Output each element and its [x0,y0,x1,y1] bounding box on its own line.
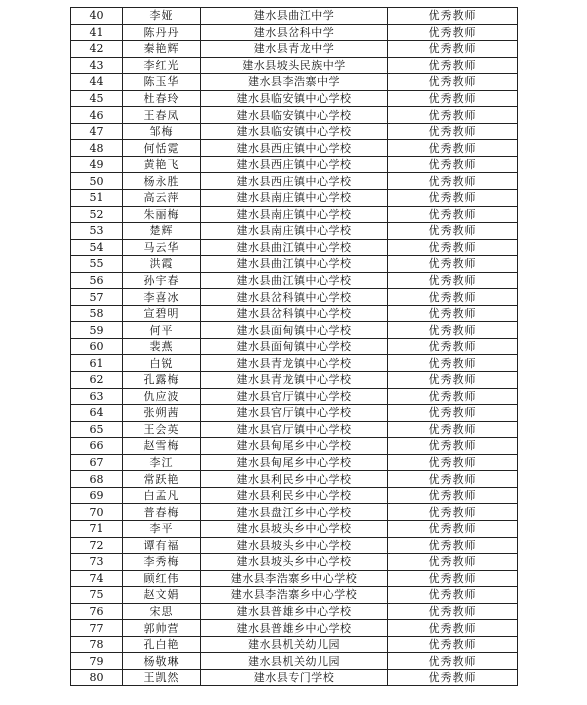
roster-sheet [70,7,517,686]
row-number: 40 [71,8,123,25]
row-number: 48 [71,140,123,157]
teacher-name: 杨永胜 [123,173,201,190]
school-name: 建水县坡头乡中心学校 [201,537,388,554]
teacher-name: 何恬霓 [123,140,201,157]
teacher-name: 李娅 [123,8,201,25]
school-name: 建水县西庄镇中心学校 [201,156,388,173]
school-name: 建水县岔科镇中心学校 [201,305,388,322]
row-number: 41 [71,24,123,41]
school-name: 建水县坡头民族中学 [201,57,388,74]
school-name: 建水县青龙中学 [201,41,388,58]
award-title: 优秀教师 [388,570,518,587]
row-number: 77 [71,620,123,637]
school-name: 建水县西庄镇中心学校 [201,173,388,190]
teacher-name: 孔露梅 [123,372,201,389]
row-number: 59 [71,322,123,339]
row-number: 43 [71,57,123,74]
teacher-name: 裴燕 [123,338,201,355]
table-row [71,620,518,637]
teacher-name: 黄艳飞 [123,156,201,173]
school-name: 建水县面甸镇中心学校 [201,322,388,339]
teacher-name: 楚辉 [123,223,201,240]
table-row [71,57,518,74]
row-number: 74 [71,570,123,587]
table-row [71,123,518,140]
table-row [71,372,518,389]
teacher-name: 谭有福 [123,537,201,554]
teacher-name: 洪霞 [123,256,201,273]
table-row [71,322,518,339]
row-number: 75 [71,587,123,604]
school-name: 建水县利民乡中心学校 [201,487,388,504]
teacher-name: 秦艳辉 [123,41,201,58]
school-name: 建水县普雄乡中心学校 [201,603,388,620]
row-number: 68 [71,471,123,488]
table-row [71,41,518,58]
roster-body [71,8,518,686]
school-name: 建水县临安镇中心学校 [201,90,388,107]
school-name: 建水县曲江镇中心学校 [201,272,388,289]
teacher-name: 何平 [123,322,201,339]
row-number: 44 [71,74,123,91]
award-title: 优秀教师 [388,620,518,637]
teacher-name: 赵雪梅 [123,438,201,455]
table-row [71,537,518,554]
teacher-name: 孙宇春 [123,272,201,289]
school-name: 建水县临安镇中心学校 [201,123,388,140]
school-name: 建水县李浩寨中学 [201,74,388,91]
row-number: 46 [71,107,123,124]
school-name: 建水县曲江镇中心学校 [201,239,388,256]
table-row [71,421,518,438]
school-name: 建水县青龙镇中心学校 [201,372,388,389]
teacher-name: 杜春玲 [123,90,201,107]
row-number: 54 [71,239,123,256]
row-number: 58 [71,305,123,322]
award-title: 优秀教师 [388,537,518,554]
teacher-name: 张朔茜 [123,405,201,422]
row-number: 66 [71,438,123,455]
row-number: 72 [71,537,123,554]
table-row [71,355,518,372]
row-number: 69 [71,487,123,504]
row-number: 51 [71,190,123,207]
school-name: 建水县甸尾乡中心学校 [201,438,388,455]
row-number: 73 [71,554,123,571]
school-name: 建水县李浩寨乡中心学校 [201,587,388,604]
table-row [71,570,518,587]
row-number: 50 [71,173,123,190]
table-row [71,338,518,355]
table-row [71,305,518,322]
row-number: 63 [71,388,123,405]
award-title: 优秀教师 [388,587,518,604]
award-title: 优秀教师 [388,8,518,25]
school-name: 建水县甸尾乡中心学校 [201,454,388,471]
teacher-name: 宋思 [123,603,201,620]
award-title: 优秀教师 [388,57,518,74]
award-title: 优秀教师 [388,305,518,322]
table-row [71,587,518,604]
award-title: 优秀教师 [388,156,518,173]
row-number: 78 [71,636,123,653]
table-row [71,669,518,686]
table-row [71,471,518,488]
table-row [71,653,518,670]
award-title: 优秀教师 [388,272,518,289]
row-number: 61 [71,355,123,372]
award-title: 优秀教师 [388,520,518,537]
teacher-name: 陈丹丹 [123,24,201,41]
row-number: 57 [71,289,123,306]
school-name: 建水县李浩寨乡中心学校 [201,570,388,587]
table-row [71,156,518,173]
award-title: 优秀教师 [388,471,518,488]
school-name: 建水县西庄镇中心学校 [201,140,388,157]
school-name: 建水县南庄镇中心学校 [201,190,388,207]
table-row [71,190,518,207]
award-title: 优秀教师 [388,190,518,207]
school-name: 建水县机关幼儿园 [201,636,388,653]
award-title: 优秀教师 [388,256,518,273]
row-number: 79 [71,653,123,670]
award-title: 优秀教师 [388,454,518,471]
award-title: 优秀教师 [388,372,518,389]
award-title: 优秀教师 [388,388,518,405]
table-row [71,107,518,124]
row-number: 71 [71,520,123,537]
row-number: 55 [71,256,123,273]
teacher-name: 白锐 [123,355,201,372]
award-title: 优秀教师 [388,355,518,372]
table-row [71,223,518,240]
school-name: 建水县坡头乡中心学校 [201,520,388,537]
teacher-name: 孔白艳 [123,636,201,653]
row-number: 49 [71,156,123,173]
row-number: 52 [71,206,123,223]
award-title: 优秀教师 [388,554,518,571]
award-title: 优秀教师 [388,487,518,504]
row-number: 45 [71,90,123,107]
award-title: 优秀教师 [388,289,518,306]
row-number: 47 [71,123,123,140]
award-title: 优秀教师 [388,636,518,653]
school-name: 建水县曲江镇中心学校 [201,256,388,273]
table-row [71,173,518,190]
row-number: 70 [71,504,123,521]
row-number: 76 [71,603,123,620]
teacher-name: 王会英 [123,421,201,438]
teacher-name: 杨敬琳 [123,653,201,670]
table-row [71,554,518,571]
row-number: 60 [71,338,123,355]
table-row [71,388,518,405]
award-title: 优秀教师 [388,74,518,91]
teacher-name: 李秀梅 [123,554,201,571]
teacher-name: 宣碧明 [123,305,201,322]
school-name: 建水县青龙镇中心学校 [201,355,388,372]
table-row [71,272,518,289]
table-row [71,405,518,422]
school-name: 建水县南庄镇中心学校 [201,206,388,223]
teacher-name: 李喜冰 [123,289,201,306]
award-title: 优秀教师 [388,140,518,157]
teacher-name: 普春梅 [123,504,201,521]
table-row [71,74,518,91]
row-number: 80 [71,669,123,686]
school-name: 建水县坡头乡中心学校 [201,554,388,571]
table-row [71,454,518,471]
award-title: 优秀教师 [388,338,518,355]
school-name: 建水县岔科镇中心学校 [201,289,388,306]
award-title: 优秀教师 [388,504,518,521]
teacher-name: 顾红伟 [123,570,201,587]
school-name: 建水县普雄乡中心学校 [201,620,388,637]
teacher-name: 郭帅营 [123,620,201,637]
award-roster-table [70,7,518,686]
table-row [71,140,518,157]
teacher-name: 马云华 [123,239,201,256]
table-row [71,504,518,521]
teacher-name: 常跃艳 [123,471,201,488]
row-number: 67 [71,454,123,471]
award-title: 优秀教师 [388,24,518,41]
table-row [71,289,518,306]
row-number: 65 [71,421,123,438]
table-row [71,24,518,41]
school-name: 建水县官厅镇中心学校 [201,421,388,438]
table-row [71,206,518,223]
award-title: 优秀教师 [388,90,518,107]
school-name: 建水县官厅镇中心学校 [201,388,388,405]
school-name: 建水县曲江中学 [201,8,388,25]
school-name: 建水县岔科中学 [201,24,388,41]
award-title: 优秀教师 [388,107,518,124]
school-name: 建水县机关幼儿园 [201,653,388,670]
award-title: 优秀教师 [388,438,518,455]
award-title: 优秀教师 [388,669,518,686]
school-name: 建水县利民乡中心学校 [201,471,388,488]
table-row [71,90,518,107]
table-row [71,239,518,256]
table-row [71,438,518,455]
row-number: 42 [71,41,123,58]
school-name: 建水县专门学校 [201,669,388,686]
teacher-name: 陈玉华 [123,74,201,91]
table-row [71,636,518,653]
table-row [71,8,518,25]
row-number: 56 [71,272,123,289]
table-row [71,256,518,273]
school-name: 建水县南庄镇中心学校 [201,223,388,240]
teacher-name: 李江 [123,454,201,471]
table-row [71,520,518,537]
teacher-name: 李平 [123,520,201,537]
teacher-name: 朱丽梅 [123,206,201,223]
award-title: 优秀教师 [388,206,518,223]
table-row [71,487,518,504]
teacher-name: 李红光 [123,57,201,74]
school-name: 建水县官厅镇中心学校 [201,405,388,422]
teacher-name: 仇应波 [123,388,201,405]
teacher-name: 王春凤 [123,107,201,124]
award-title: 优秀教师 [388,405,518,422]
school-name: 建水县面甸镇中心学校 [201,338,388,355]
teacher-name: 邹梅 [123,123,201,140]
award-title: 优秀教师 [388,653,518,670]
award-title: 优秀教师 [388,421,518,438]
teacher-name: 高云萍 [123,190,201,207]
teacher-name: 王凯然 [123,669,201,686]
school-name: 建水县盘江乡中心学校 [201,504,388,521]
row-number: 62 [71,372,123,389]
teacher-name: 白孟凡 [123,487,201,504]
table-row [71,603,518,620]
award-title: 优秀教师 [388,322,518,339]
teacher-name: 赵文娟 [123,587,201,604]
award-title: 优秀教师 [388,173,518,190]
row-number: 53 [71,223,123,240]
award-title: 优秀教师 [388,239,518,256]
award-title: 优秀教师 [388,123,518,140]
row-number: 64 [71,405,123,422]
award-title: 优秀教师 [388,603,518,620]
award-title: 优秀教师 [388,223,518,240]
school-name: 建水县临安镇中心学校 [201,107,388,124]
award-title: 优秀教师 [388,41,518,58]
